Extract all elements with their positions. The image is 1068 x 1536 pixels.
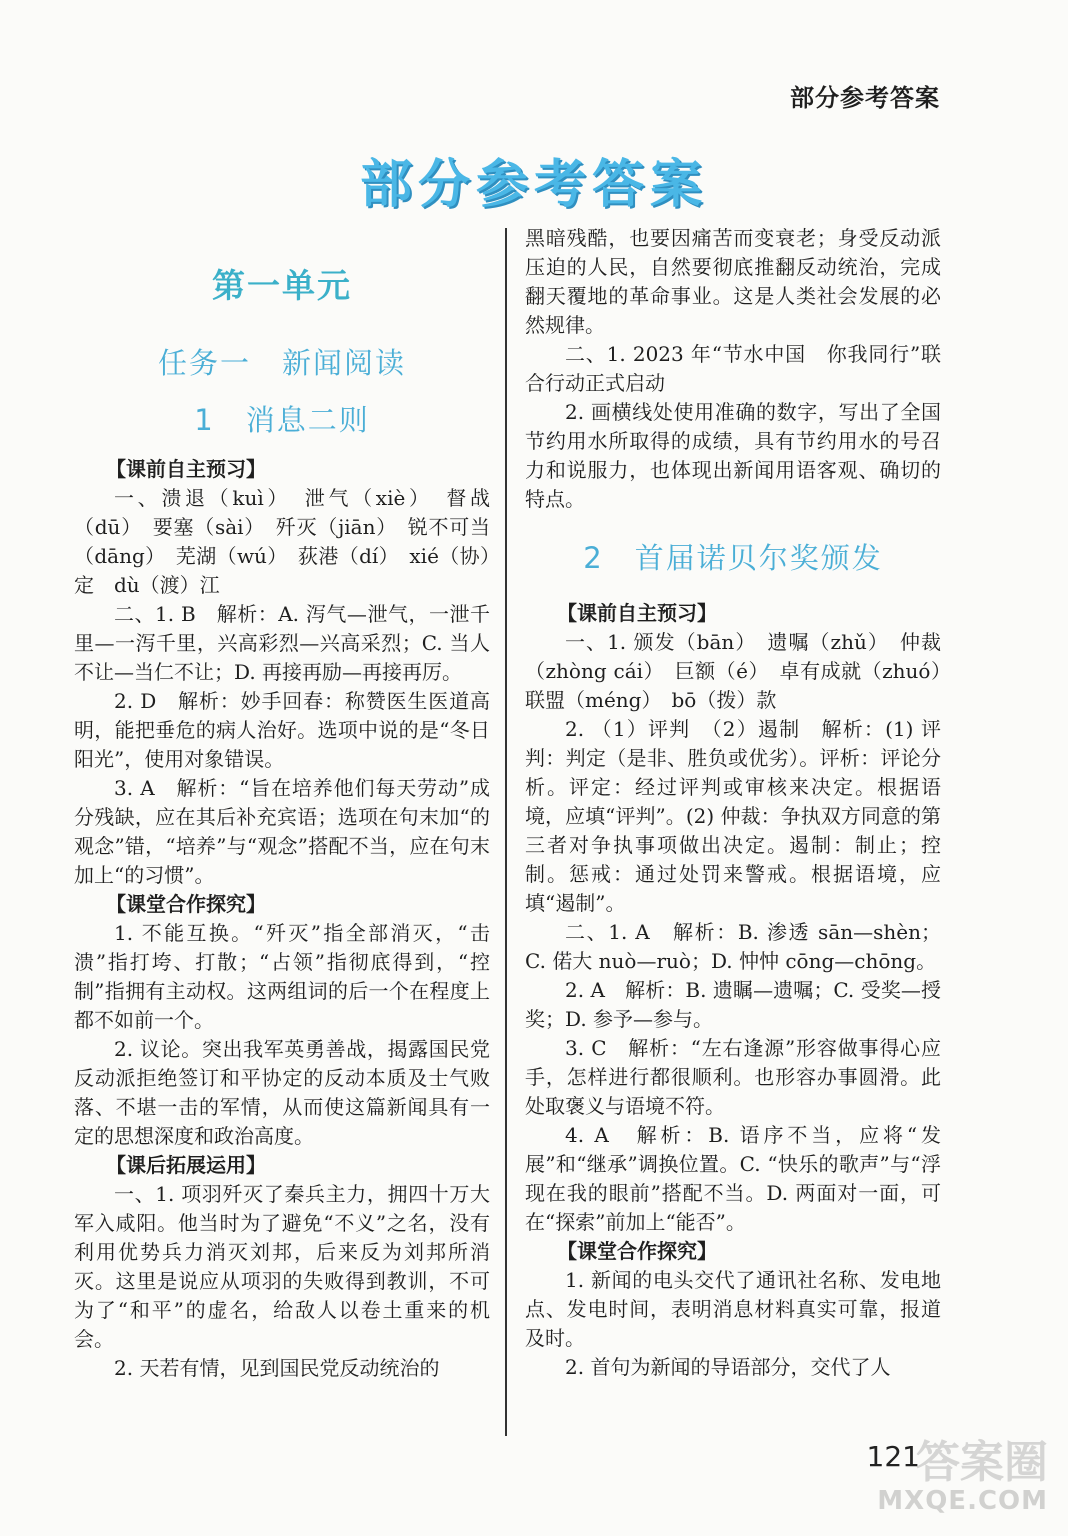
section-head: 【课后拓展运用】 — [106, 1153, 266, 1177]
answer-paragraph: 2. 议论。突出我军英勇善战，揭露国民党反动派拒绝签订和平协定的反动本质及士气败落、不堪一击的军情，从而使这篇新闻具有一定的思想深度和政治高度。 — [74, 1037, 490, 1148]
running-head: 部分参考答案 — [790, 84, 940, 112]
answer-paragraph: 一、1. 颁发（bān） 遗嘱（zhǔ） 仲裁（zhòng cái） 巨额（é） 卓有成就（zhuó） 联盟（méng） bō（拨）款 — [525, 630, 961, 712]
answer-paragraph: 2. D 解析：妙手回春：称赞医生医道高明，能把垂危的病人治好。选项中说的是“冬日阳光”，使用对象错误。 — [74, 689, 490, 771]
answer-paragraph: 3. C 解析：“左右逢源”形容做事得心应手，怎样进行都很顺利。也形容办事圆滑。此处取褒义与语境不符。 — [525, 1036, 941, 1118]
task-title: 任务一 新闻阅读 — [157, 346, 406, 380]
watermark — [848, 1426, 1048, 1516]
page-title: 部分参考答案 — [359, 155, 708, 215]
answer-paragraph: 二、1. 2023 年“节水中国 你我同行”联合行动正式启动 — [525, 342, 941, 395]
section-head: 【课前自主预习】 — [106, 457, 266, 481]
section-head: 【课前自主预习】 — [557, 601, 717, 625]
page-number: 121 — [866, 1440, 920, 1473]
left-blocks — [74, 455, 490, 1383]
answer-paragraph: 1. 不能互换。“歼灭”指全部消灭，“击溃”指打垮、打散；“占领”指彻底得到，“控制”指拥有主动权。这两组词的后一个在程度上都不如前一个。 — [74, 921, 490, 1032]
answer-paragraph: 2. 首句为新闻的导语部分，交代了人 — [565, 1355, 891, 1379]
answer-paragraph: 4. A 解析：B. 语序不当，应将“发展”和“继承”调换位置。C. “快乐的歌声”与“浮现在我的眼前”搭配不当。D. 两面对一面，可在“探索”前加上“能否”。 — [525, 1123, 941, 1234]
answer-paragraph: 1. 新闻的电头交代了通讯社名称、发电地点、发电时间，表明消息材料真实可靠，报道及时。 — [525, 1268, 941, 1350]
answer-paragraph: 3. A 解析：“旨在培养他们每天劳动”成分残缺，应在其后补充宾语；选项在句末加“的观念”错，“培养”与“观念”搭配不当，应在句末加上“的习惯”。 — [74, 776, 490, 887]
answer-paragraph: 一、1. 项羽歼灭了秦兵主力，拥四十万大军入咸阳。他当时为了避免“不义”之名，没有利用优势兵力消灭刘邦，后来反为刘邦所消灭。这里是说应从项羽的失败得到教训，不可为了“和平”的虚名，给敌人以卷土重来的机会。 — [74, 1182, 490, 1351]
answer-paragraph: 2. 画横线处使用准确的数字，写出了全国节约用水所取得的成绩，具有节约用水的号召力和说服力，也体现出新闻用语客观、确切的特点。 — [525, 400, 941, 511]
answer-paragraph: 2. （1）评判 （2）遏制 解析：(1) 评判：判定（是非、胜负或优劣）。评析：评论分析。评定：经过评判或审核来决定。根据语境，应填“评判”。(2) 仲裁：争执双方同意的第三者对争执事项做出决定。遏制：制止；控制。惩戒：通过处罚来警戒。根据语境，应填“遏制”。 — [525, 717, 941, 915]
answer-paragraph: 2. 天若有情，见到国民党反动统治的 — [114, 1356, 440, 1380]
column-divider — [505, 228, 507, 1436]
answer-paragraph: 一、溃退（kuì） 泄气（xiè） 督战（dū） 要塞（sài） 歼灭（jiān） 锐不可当（dāng） 芜湖（wú） 荻港（dí） xié（协）定 dù（渡）江 — [74, 486, 490, 597]
left-column — [74, 224, 490, 1383]
right-column — [525, 224, 961, 1382]
watermark-text: MXQE.COM — [877, 1486, 1048, 1516]
answer-paragraph: 二、1. B 解析：A. 泻气—泄气，一泄千里—一泻千里，兴高彩烈—兴高采烈；C. 当人不让—当仁不让；D. 再接再励—再接再厉。 — [74, 602, 490, 684]
section-head: 【课堂合作探究】 — [106, 892, 266, 916]
unit-title: 第一单元 — [212, 266, 352, 305]
section-head: 【课堂合作探究】 — [557, 1239, 717, 1263]
answer-paragraph: 黑暗残酷，也要因痛苦而变衰老；身受反动派压迫的人民，自然要彻底推翻反动统治，完成翻天覆地的革命事业。这是人类社会发展的必然规律。 — [525, 226, 941, 337]
answer-paragraph: 2. A 解析：B. 遗瞩—遗嘱；C. 受奖—授奖；D. 参予—参与。 — [525, 978, 941, 1031]
answer-paragraph: 二、1. A 解析：B. 渗透 sān—shèn；C. 偌大 nuò—ruò；D. 忡忡 cōng—chōng。 — [525, 920, 941, 973]
watermark-logo: 答案圈 — [916, 1437, 1048, 1488]
lesson-title-2: 2 首届诺贝尔奖颁发 — [583, 541, 883, 575]
lesson-title-1: 1 消息二则 — [194, 403, 370, 437]
